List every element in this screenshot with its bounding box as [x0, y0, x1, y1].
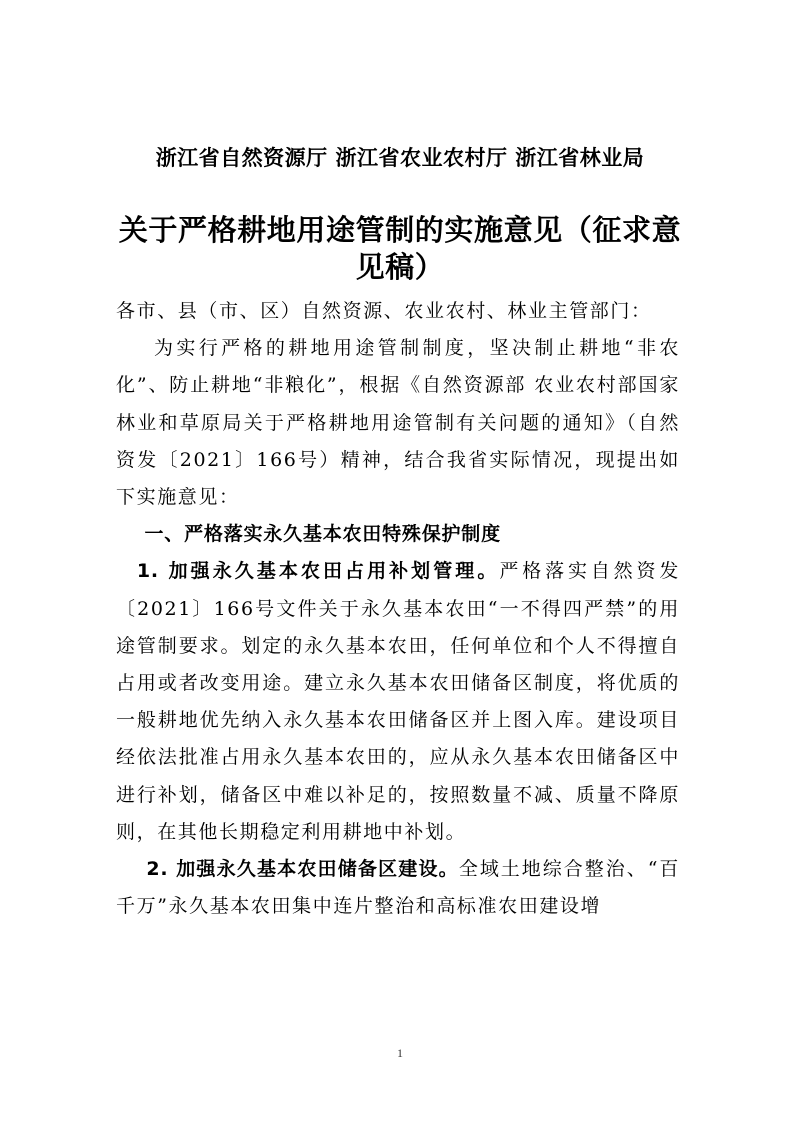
item-paragraph-2 [116, 851, 680, 925]
item-2-text: 全域土地综合整治、“百千万”永久基本农田集中连片整治和高标准农田建设增 [116, 858, 680, 918]
section-heading-1: 一、严格落实永久基本农田特殊保护制度 [144, 523, 501, 546]
document-title: 关于严格耕地用途管制的实施意见（征求意见稿） [118, 213, 682, 284]
document-body [116, 293, 680, 925]
item-paragraph-1 [116, 553, 680, 851]
item-1-lead: 1. 加强永久基本农田占用补划管理。 [136, 560, 500, 583]
intro-paragraph: 为实行严格的耕地用途管制制度，坚决制止耕地“非农化”、防止耕地“非粮化”，根据《自然资源部 农业农村部国家林业和草原局关于严格耕地用途管制有关问题的通知》（自然资发〔2021〕166号）精神，结合我省实际情况，现提出如下实施意见： [116, 337, 680, 509]
addressee: 各市、县（市、区）自然资源、农业农村、林业主管部门： [116, 300, 652, 322]
page-number: 1 [397, 1046, 403, 1060]
issuing-agencies: 浙江省自然资源厅 浙江省农业农村厅 浙江省林业局 [155, 146, 645, 170]
item-2-lead: 2. 加强永久基本农田储备区建设。 [146, 858, 459, 881]
item-1-text: 严格落实自然资发〔2021〕166号文件关于永久基本农田“一不得四严禁”的用途管制要求。划定的永久基本农田，任何单位和个人不得擅自占用或者改变用途。建立永久基本农田储备区制度，将优质的一般耕地优先纳入永久基本农田储备区并上图入库。建设项目经依法批准占用永久基本农田的，应从永久基本农田储备区中进行补划，储备区中难以补足的，按照数量不减、质量不降原则，在其他长期稳定利用耕地中补划。 [116, 560, 680, 843]
